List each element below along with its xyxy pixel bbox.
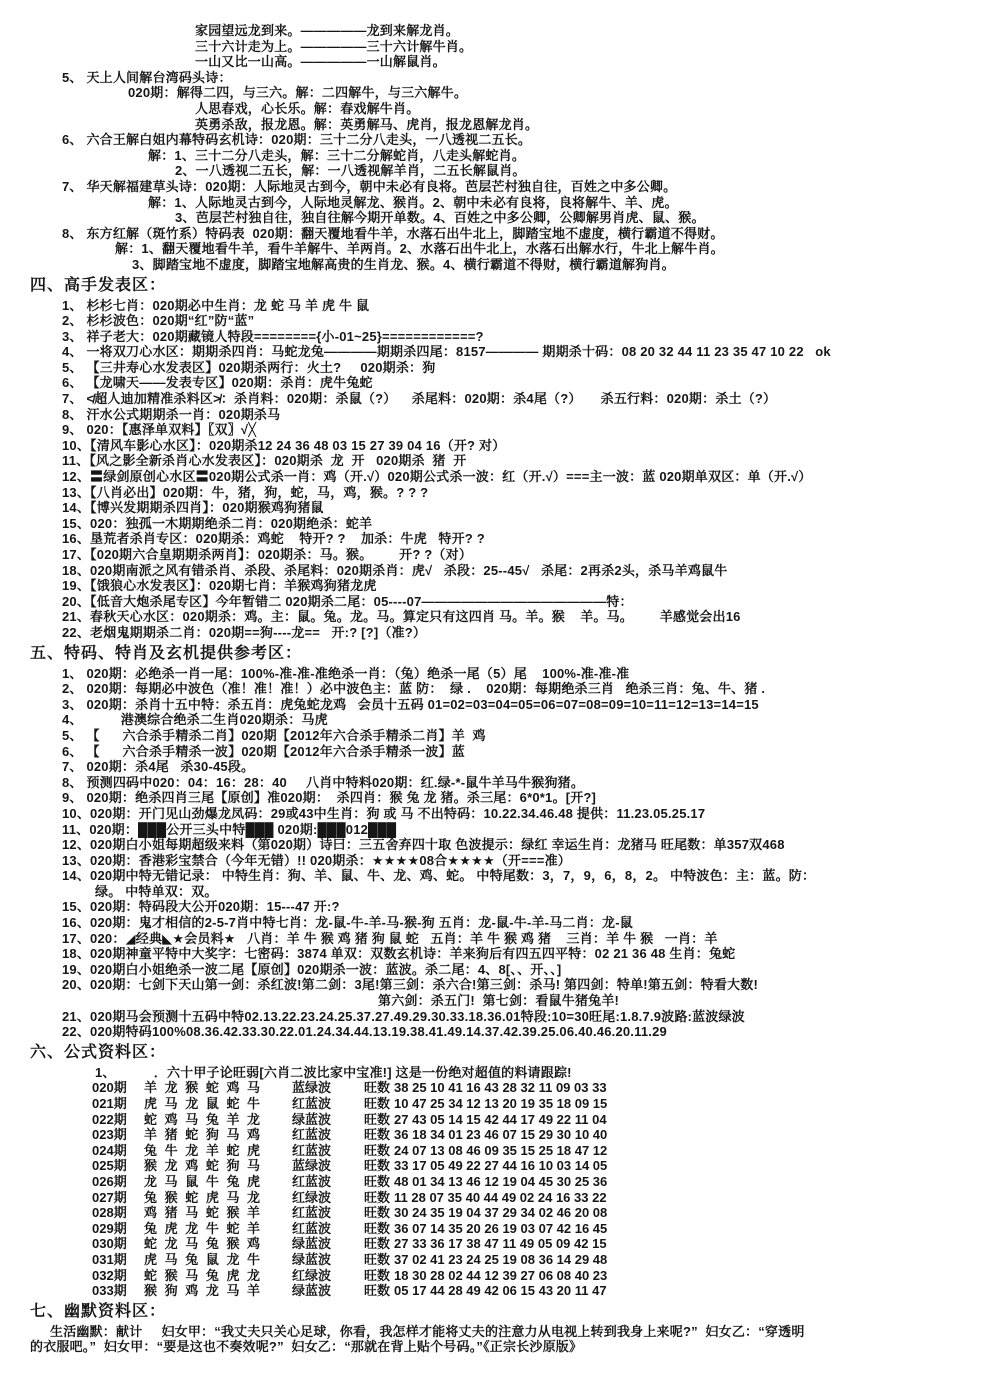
zodiac-list: 猴 狗 鸡 龙 马 羊	[144, 1283, 263, 1299]
zodiac-list: 羊 龙 猴 蛇 鸡 马	[144, 1080, 263, 1096]
wave-color: 红蓝波	[292, 1127, 332, 1143]
text-line: 5、 【三井寿心水发表区】020期杀两行：火土? 020期杀：狗	[62, 359, 436, 375]
text-line: 2、 020期：每期必中波色（准！准！准！）必中波色主：蓝 防： 绿 . 020期：每期绝杀三肖 绝杀三肖：兔、牛、猪 .	[62, 681, 766, 697]
hot-numbers-label: 旺数	[364, 1267, 391, 1283]
hot-numbers-label: 旺数	[364, 1205, 391, 1221]
hot-numbers: 37 02 41 23 24 25 19 08 36 14 29 48	[394, 1251, 608, 1267]
text-line: 16、020期：鬼才相信的2-5-7肖中特七肖：龙-鼠-牛-羊-马-猴-狗 五肖：龙-鼠-牛-羊-马二肖：龙-鼠	[62, 915, 633, 931]
zodiac-list: 龙 马 鼠 牛 兔 虎	[144, 1173, 263, 1189]
zodiac-list: 兔 虎 龙 牛 蛇 羊	[144, 1220, 263, 1236]
section-heading: 五、特码、特肖及玄机提供参考区：	[30, 644, 303, 662]
period: 030期	[92, 1236, 127, 1252]
period: 031期	[92, 1251, 127, 1267]
text-line: 17、【020期六合皇期期杀两肖】：020期杀：马。猴。 开? ?（对）	[62, 547, 473, 562]
text-line: 8、 预测四码中020：04：16：28：40 八肖中特料020期：红.绿-*-鼠牛羊马牛猴狗猪。	[62, 774, 585, 790]
zodiac-table-row	[92, 1221, 1004, 1237]
hot-numbers: 11 28 07 35 40 44 49 02 24 16 33 22	[394, 1189, 607, 1205]
period: 033期	[92, 1283, 127, 1299]
section-heading: 七、幽默资料区：	[30, 1302, 167, 1320]
text-line: 19、020期白小姐绝杀一波二尾【原创】020期杀一波：蓝波。杀二尾：4、8[、、开、、]	[62, 961, 562, 977]
wave-color: 蓝绿波	[292, 1158, 332, 1174]
period: 026期	[92, 1173, 127, 1189]
hot-numbers: 33 17 05 49 22 27 44 16 10 03 14 05	[394, 1158, 608, 1174]
text-line: 14、020期中特无错记录： 中特生肖：狗、羊、鼠、牛、龙、鸡、蛇。 中特尾数：3，7，9，6，8，2。 中特波色：主：蓝。防：	[62, 868, 816, 884]
zodiac-list: 虎 马 龙 鼠 蛇 牛	[144, 1096, 263, 1111]
hot-numbers: 36 07 14 35 20 26 19 03 07 42 16 45	[394, 1220, 608, 1236]
text-line: 12、〓绿剑原创心水区〓020期公式杀一肖：鸡（开.√）020期公式杀一波：红（开.√）===主一波：蓝 020期单双区：单（开.√）	[62, 469, 812, 485]
text-line: 6、 六合王解白姐内幕特码玄机诗：020期：三十二分八走头，一八透视二五长。	[62, 132, 532, 148]
hot-numbers: 48 01 34 13 46 12 19 04 45 30 25 36	[394, 1173, 608, 1189]
period: 021期	[92, 1096, 127, 1111]
period: 032期	[92, 1267, 127, 1283]
hot-numbers: 10 47 25 34 12 13 20 19 35 18 09 15	[394, 1096, 608, 1111]
period: 027期	[92, 1189, 127, 1205]
text-line: 3、 020期：杀肖十五中特：杀五肖：虎兔蛇龙鸡 会员十五码 01=02=03=04=05=06=07=08=09=10=11=12=13=14=15	[62, 696, 759, 712]
text-line: 人思春戏，心长乐。解：春戏解牛肖。	[195, 100, 420, 116]
hot-numbers-label: 旺数	[364, 1158, 391, 1174]
zodiac-table-row	[92, 1174, 1004, 1190]
wave-color: 红蓝波	[292, 1220, 332, 1236]
hot-numbers-label: 旺数	[364, 1283, 391, 1299]
zodiac-list: 蛇 鸡 马 兔 羊 龙	[144, 1111, 263, 1127]
wave-color: 红绿波	[292, 1189, 332, 1205]
zodiac-table-row	[92, 1252, 1004, 1268]
zodiac-table-row	[92, 1112, 1004, 1128]
text-line: 8、 东方红解（斑竹系）特码表 020期：翻天覆地看牛羊，水落石出牛北上，脚踏宝地不虚度，横行霸道不得财。	[62, 225, 724, 241]
hot-numbers-label: 旺数	[364, 1127, 391, 1143]
text-line: 1、 杉杉七肖：020期必中生肖：龙 蛇 马 羊 虎 牛 鼠	[62, 297, 370, 313]
text-line: 20、020期：七剑下天山第一剑：杀红波!第二剑：3尾!第三剑：杀六合!第三剑：杀马! 第四剑：特单!第五剑：特看大数!	[62, 977, 758, 993]
wave-color: 红蓝波	[292, 1096, 332, 1111]
wave-color: 红绿波	[292, 1267, 332, 1283]
text-line: 21、春秋天心水区：020期杀：鸡。主：鼠。兔。龙。马。算定只有这四肖 马。羊。猴 羊。马。 羊感觉会出16	[62, 609, 741, 625]
text-line: 9、 020期：绝杀四肖三尾【原创】准020期： 杀四肖：猴 兔 龙 猪。杀三尾：6*0*1。[开?]	[62, 790, 597, 806]
text-line: 4、 一将双刀心水区：期期杀四肖：马蛇龙兔————期期杀四尾：8157———— 期期杀十码：08 20 32 44 11 23 35 47 10 22 ok	[62, 344, 831, 360]
text-line: 绿。 中特单双：双。	[95, 883, 218, 899]
text-line: 9、 020：【惠泽单双料】〖双〗√╳	[62, 422, 257, 438]
text-line: 5、 【 六合杀手精杀二肖】020期【2012年六合杀手精杀二肖】羊 鸡	[62, 727, 486, 743]
zodiac-table-row	[92, 1158, 1004, 1174]
text-line: 3、芭层芒村独自往，独自往解今期开单数。4、百姓之中多公卿，公卿解男肖虎、鼠、猴。	[175, 210, 705, 226]
zodiac-table-row	[92, 1080, 1004, 1096]
text-line: 18、020期南派之风有错杀肖、杀段、杀尾料：020期杀肖：虎√ 杀段：25--45√ 杀尾：2再杀2头，杀马羊鸡鼠牛	[62, 562, 728, 578]
text-line: 13、【八肖必出】020期：牛，猪，狗，蛇，马，鸡，猴。? ? ?	[62, 484, 429, 500]
wave-color: 绿蓝波	[292, 1251, 332, 1267]
text-line: 第六剑：杀五门! 第七剑：看鼠牛猪兔羊!	[378, 993, 620, 1009]
zodiac-list: 兔 猴 蛇 虎 马 龙	[144, 1189, 263, 1205]
hot-numbers: 38 25 10 41 16 43 28 32 11 09 03 33	[394, 1080, 607, 1096]
text-line: 2、一八透视二五长，解：一八透视解羊肖，二五长解鼠肖。	[175, 163, 526, 179]
hot-numbers-label: 旺数	[364, 1251, 391, 1267]
text-line: 15、020：独孤一木期期绝杀二肖：020期绝杀：蛇羊	[62, 515, 373, 531]
period: 029期	[92, 1220, 127, 1236]
text-line: 18、020期神童平特中大奖字：七密码：3874 单双：双数玄机诗：羊来狗后有四五四平特：02 21 36 48 生肖：兔蛇	[62, 946, 736, 962]
zodiac-list: 羊 猪 蛇 狗 马 鸡	[144, 1127, 263, 1143]
zodiac-list: 蛇 猴 马 兔 虎 龙	[144, 1267, 263, 1283]
wave-color: 绿蓝波	[292, 1111, 332, 1127]
text-line: 解：1、人际地灵古到今，人际地灵解龙、猴肖。2、朝中未必有良将，良将解牛、羊、虎。	[148, 194, 678, 210]
text-line: 11、020期：███公开三头中特███ 020期:███012███	[62, 821, 397, 837]
hot-numbers-label: 旺数	[364, 1173, 391, 1189]
hot-numbers-label: 旺数	[364, 1096, 391, 1111]
text-line: 19、【饿狼心水发表区】：020期七肖：羊猴鸡狗猪龙虎	[62, 578, 377, 594]
hot-numbers: 27 43 05 14 15 42 44 17 49 22 11 04	[394, 1111, 607, 1127]
text-line: 1、 ．六十甲子论旺弱[六肖二波比家中宝准!] 这是一份绝对超值的料请跟踪!	[95, 1064, 572, 1080]
text-line: 22、020期特码100%08.36.42.33.30.22.01.24.34.44.13.19.38.41.49.14.37.42.39.25.06.40.46.20.11.29	[62, 1024, 667, 1040]
hot-numbers: 30 24 35 19 04 37 29 34 02 46 20 08	[394, 1205, 608, 1221]
text-line: 英勇杀敌，报龙恩。解：英勇解马、虎肖，报龙恩解龙肖。	[195, 116, 539, 132]
period: 024期	[92, 1142, 127, 1158]
hot-numbers-label: 旺数	[364, 1220, 391, 1236]
text-line: 1、 020期：必绝杀一肖一尾：100%-准-准-准绝杀一肖：（兔）绝杀一尾（5）尾 100%-准-准-准	[62, 665, 630, 681]
text-line: 5、 天上人间解台湾码头诗：	[62, 69, 232, 85]
text-line: 6、 【 六合杀手精杀一波】020期【2012年六合杀手精杀一波】蓝	[62, 743, 465, 759]
text-line: 13、020期：香港彩宝禁合（今年无错）!! 020期杀：★★★★08合★★★★（开===准）	[62, 852, 571, 868]
hot-numbers-label: 旺数	[364, 1189, 391, 1205]
hot-numbers-label: 旺数	[364, 1142, 391, 1158]
text-line: 16、垦荒者杀肖专区：020期杀：鸡蛇 特开? ? 加杀：牛虎 特开? ?	[62, 531, 485, 547]
period: 025期	[92, 1158, 127, 1174]
text-line: 3、 祥子老大：020期藏镜人特段========{小-01~25}============?	[62, 328, 484, 344]
text-line: 12、020期白小姐每期超级来料（第020期）诗曰：三五舍弃四十取 色波提示：绿红 幸运生肖：龙猪马 旺尾数：单357双468	[62, 837, 785, 853]
zodiac-table-row	[92, 1268, 1004, 1284]
text-line: 020期：解得二四，与三六。解：二四解牛，与三六解牛。	[128, 85, 468, 101]
wave-color: 绿蓝波	[292, 1236, 332, 1252]
text-line: 解：1、三十二分八走头，解：三十二分解蛇肖，八走头解蛇肖。	[148, 147, 526, 163]
text-line: 家园望远龙到来。—————龙到来解龙肖。	[195, 23, 460, 38]
text-line: 生活幽默：献计 妇女甲：“我丈夫只关心足球，你看，我怎样才能将丈夫的注意力从电视上转到我身上来呢?” 妇女乙：“穿透明	[50, 1323, 805, 1339]
text-line: 的衣服吧。” 妇女甲：“要是这也不奏效呢?” 妇女乙：“那就在背上贴个号码。”《正宗长沙原版》	[30, 1339, 583, 1355]
zodiac-list: 虎 马 兔 鼠 龙 牛	[144, 1251, 263, 1267]
hot-numbers: 27 33 36 17 38 47 11 49 05 09 42 15	[394, 1236, 607, 1252]
zodiac-table-row	[92, 1096, 1004, 1112]
zodiac-table-row	[92, 1205, 1004, 1221]
zodiac-table-row	[92, 1236, 1004, 1252]
text-line: 21、020期马会预测十五码中特02.13.22.23.24.25.37.27.49.29.30.33.18.36.01特段:10=30旺尾:1.8.7.9波路:蓝波绿波	[62, 1008, 745, 1024]
text-line: 2、 杉杉波色：020期“红”防“蓝”	[62, 313, 255, 329]
text-line: 解：1、翻天覆地看牛羊，看牛羊解牛、羊两肖。2、水落石出牛北上，水落石出解水行，牛北上解牛肖。	[115, 241, 724, 257]
zodiac-list: 猴 龙 鸡 蛇 狗 马	[144, 1158, 263, 1174]
period: 028期	[92, 1205, 127, 1221]
text-line: 一山又比一山高。—————一山解鼠肖。	[195, 54, 446, 70]
hot-numbers-label: 旺数	[364, 1080, 391, 1096]
hot-numbers-label: 旺数	[364, 1111, 391, 1127]
text-line: 7、 华天解福建草头诗：020期：人际地灵古到今，朝中未必有良将。芭层芒村独自往，百姓之中多公卿。	[62, 178, 677, 194]
text-line: 7、 ≮超人迪加精准杀料区≯：杀肖料：020期：杀鼠（?） 杀尾料：020期：杀4尾（?） 杀五行料：020期：杀土（?）	[62, 391, 777, 407]
text-line: 三十六计走为上。—————三十六计解牛肖。	[195, 38, 473, 54]
hot-numbers: 24 07 13 08 46 09 35 15 25 18 47 12	[394, 1142, 608, 1158]
period: 020期	[92, 1080, 127, 1096]
section-heading: 四、高手发表区：	[30, 276, 167, 294]
zodiac-list: 鸡 猪 马 蛇 猴 羊	[144, 1205, 263, 1221]
text-line: 10、【清风车影心水区】：020期杀12 24 36 48 03 15 27 39 04 16（开? 对）	[62, 437, 506, 453]
text-line: 8、 汗水公式期期杀一肖：020期杀马	[62, 406, 281, 422]
text-line: 15、020期：特码段大公开020期：15---47 开:?	[62, 899, 340, 915]
text-line: 14、【博兴发期期杀四肖】：020期猴鸡狗猪鼠	[62, 500, 324, 516]
text-line: 7、 020期：杀4尾 杀30-45段。	[62, 759, 255, 775]
text-line: 22、老烟鬼期期杀二肖：020期==狗----龙== 开:? [?]（准?）	[62, 624, 427, 640]
text-line: 20、【低音大炮杀尾专区】今年暂错二 020期杀二尾：05----07——————————————特：	[62, 593, 633, 609]
text-line: 11、【风之影全新杀肖心水发表区】：020期杀 龙 开 020期杀 猪 开	[62, 453, 467, 469]
text-line: 4、 港澳综合绝杀二生肖020期杀：马虎	[62, 712, 328, 728]
period: 022期	[92, 1111, 127, 1127]
text-line: 17、020：◢经典◣★会员料★ 八肖：羊 牛 猴 鸡 猪 狗 鼠 蛇 五肖：羊 牛 猴 鸡 猪 三肖：羊 牛 猴 一肖：羊	[62, 930, 718, 946]
hot-numbers-label: 旺数	[364, 1236, 391, 1252]
hot-numbers: 18 30 28 02 44 12 39 27 06 08 40 23	[394, 1267, 608, 1283]
text-line: 3、脚踏宝地不虚度，脚踏宝地解高贵的生肖龙、猴。4、横行霸道不得财，横行霸道解狗肖。	[132, 256, 675, 272]
hot-numbers: 05 17 44 28 49 42 06 15 43 20 11 47	[394, 1283, 607, 1299]
zodiac-list: 蛇 龙 马 兔 猴 鸡	[144, 1236, 263, 1252]
period: 023期	[92, 1127, 127, 1143]
zodiac-table-row	[92, 1190, 1004, 1206]
section-heading: 六、公式资料区：	[30, 1043, 167, 1061]
wave-color: 蓝绿波	[292, 1080, 332, 1096]
text-line: 10、020期：开门见山劲爆龙凤码：29或43中生肖：狗 或 马 不出特码：10.22.34.46.48 提供：11.23.05.25.17	[62, 805, 706, 821]
wave-color: 红蓝波	[292, 1205, 332, 1221]
text-line: 6、 【龙啸天——发表专区】020期：杀肖：虎牛兔蛇	[62, 375, 373, 391]
zodiac-list: 兔 牛 龙 羊 蛇 虎	[144, 1142, 263, 1158]
wave-color: 绿蓝波	[292, 1283, 332, 1299]
hot-numbers: 36 18 34 01 23 46 07 15 29 30 10 40	[394, 1127, 608, 1143]
wave-color: 红蓝波	[292, 1142, 332, 1158]
zodiac-table-row	[92, 1283, 1004, 1299]
zodiac-table-row	[92, 1143, 1004, 1159]
wave-color: 红蓝波	[292, 1173, 332, 1189]
zodiac-table-row	[92, 1127, 1004, 1143]
